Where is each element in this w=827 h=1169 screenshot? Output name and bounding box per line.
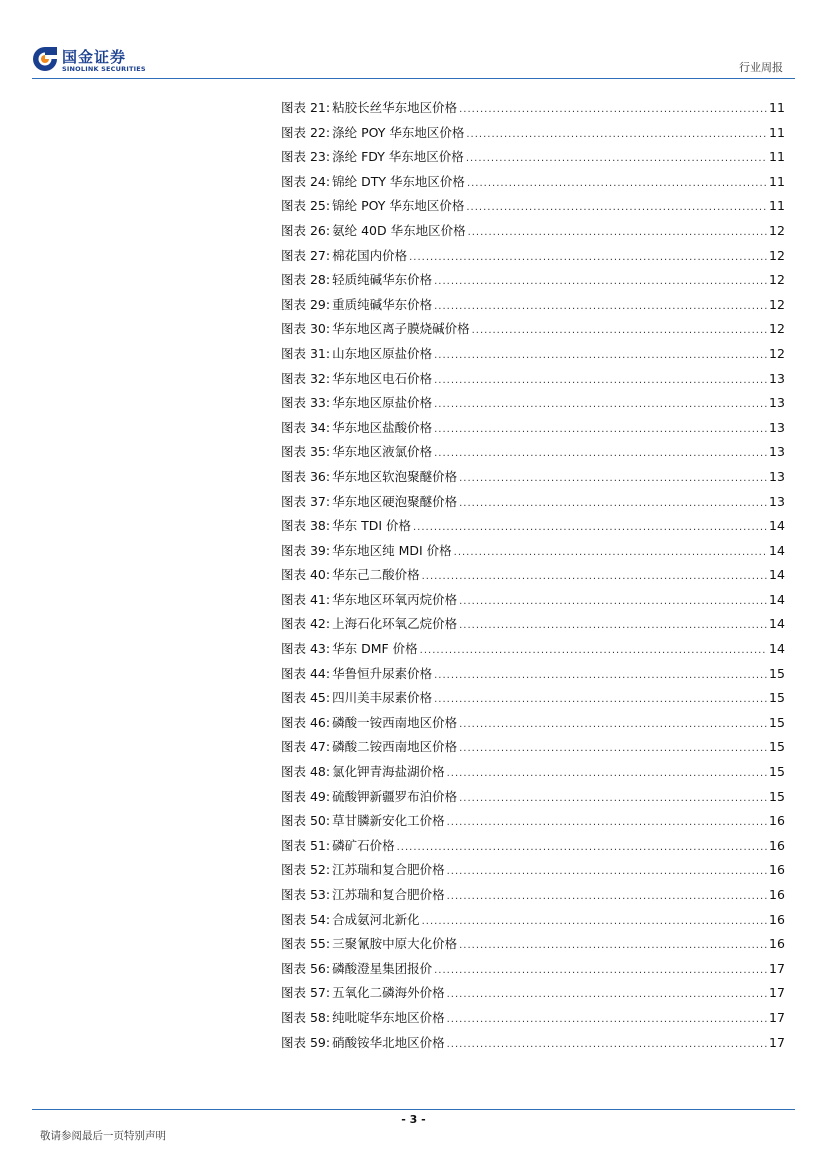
toc-dot-leader bbox=[413, 516, 767, 541]
toc-entry-title: 重质纯碱华东价格 bbox=[332, 296, 433, 312]
toc-entry-label: 图表 22: bbox=[281, 124, 331, 140]
toc-entry[interactable] bbox=[281, 1006, 783, 1031]
toc-entry[interactable] bbox=[281, 858, 783, 883]
toc-entry-title: 硝酸铵华北地区价格 bbox=[332, 1034, 445, 1050]
toc-dot-leader bbox=[459, 590, 767, 615]
toc-entry[interactable] bbox=[281, 539, 783, 564]
toc-entry-title: 合成氨河北新化 bbox=[332, 911, 420, 927]
toc-entry-title: 华东地区硬泡聚醚价格 bbox=[332, 493, 458, 509]
toc-entry-label: 图表 58: bbox=[281, 1009, 331, 1025]
toc-dot-leader bbox=[459, 737, 767, 762]
toc-entry[interactable] bbox=[281, 957, 783, 982]
toc-entry-title: 锦纶 DTY 华东地区价格 bbox=[332, 173, 465, 189]
toc-entry-label: 图表 21: bbox=[281, 100, 331, 115]
toc-entry[interactable] bbox=[281, 932, 783, 957]
toc-entry-title: 五氧化二磷海外价格 bbox=[332, 985, 445, 1001]
toc-entry-title: 上海石化环氧乙烷价格 bbox=[332, 616, 458, 632]
toc-entry-page: 11 bbox=[769, 198, 785, 214]
toc-entry-title: 华东地区电石价格 bbox=[332, 370, 433, 386]
toc-entry[interactable] bbox=[281, 170, 783, 195]
toc-entry[interactable] bbox=[281, 809, 783, 834]
toc-entry-title: 粘胶长丝华东地区价格 bbox=[332, 100, 458, 115]
toc-entry-page: 14 bbox=[769, 567, 785, 583]
toc-entry-title: 华东地区软泡聚醚价格 bbox=[332, 468, 458, 484]
toc-entry-page: 17 bbox=[769, 1009, 785, 1025]
toc-entry[interactable] bbox=[281, 440, 783, 465]
toc-dot-leader bbox=[454, 541, 767, 566]
toc-entry[interactable] bbox=[281, 367, 783, 392]
toc-entry-title: 三聚氰胺中原大化价格 bbox=[332, 936, 458, 952]
toc-entry-title: 华东地区纯 MDI 价格 bbox=[332, 542, 452, 558]
toc-entry[interactable] bbox=[281, 981, 783, 1006]
toc-entry-page: 16 bbox=[769, 837, 785, 853]
toc-entry-label: 图表 53: bbox=[281, 887, 331, 902]
toc-dot-leader bbox=[459, 467, 767, 492]
toc-entry-title: 华东 DMF 价格 bbox=[332, 641, 418, 657]
toc-entry[interactable] bbox=[281, 465, 783, 490]
toc-dot-leader bbox=[434, 393, 767, 418]
toc-entry-page: 14 bbox=[769, 591, 785, 607]
toc-entry-page: 14 bbox=[769, 616, 785, 632]
toc-dot-leader bbox=[468, 221, 767, 246]
toc-entry-label: 图表 54: bbox=[281, 911, 331, 927]
toc-entry-label: 图表 39: bbox=[281, 542, 331, 558]
toc-entry[interactable] bbox=[281, 293, 783, 318]
toc-dot-leader bbox=[472, 319, 767, 344]
toc-entry-label: 图表 33: bbox=[281, 395, 331, 411]
toc-dot-leader bbox=[397, 836, 767, 861]
toc-entry-page: 13 bbox=[769, 444, 785, 460]
toc-entry-page: 13 bbox=[769, 493, 785, 509]
toc-entry-label: 图表 30: bbox=[281, 321, 331, 337]
toc-dot-leader bbox=[447, 983, 767, 1008]
toc-dot-leader bbox=[466, 196, 767, 221]
toc-entry-page: 17 bbox=[769, 1034, 785, 1050]
toc-entry-page: 13 bbox=[769, 370, 785, 386]
toc-entry-label: 图表 25: bbox=[281, 198, 331, 214]
toc-entry-page: 12 bbox=[769, 222, 785, 238]
toc-entry-title: 江苏瑞和复合肥价格 bbox=[332, 887, 445, 902]
toc-entry-label: 图表 42: bbox=[281, 616, 331, 632]
toc-entry-label: 图表 50: bbox=[281, 813, 331, 829]
toc-entry-label: 图表 37: bbox=[281, 493, 331, 509]
toc-entry-label: 图表 28: bbox=[281, 272, 331, 288]
toc-entry-label: 图表 51: bbox=[281, 837, 331, 853]
toc-entry-title: 棉花国内价格 bbox=[332, 247, 408, 263]
toc-entry-label: 图表 55: bbox=[281, 936, 331, 952]
toc-dot-leader bbox=[459, 492, 767, 517]
toc-entry-title: 华东地区盐酸价格 bbox=[332, 419, 433, 435]
toc-entry-label: 图表 32: bbox=[281, 370, 331, 386]
toc-entry-label: 图表 23: bbox=[281, 149, 331, 165]
toc-entry-title: 华鲁恒升尿素价格 bbox=[332, 665, 433, 681]
toc-dot-leader bbox=[434, 344, 767, 369]
toc-entry-page: 14 bbox=[769, 518, 785, 534]
toc-dot-leader bbox=[434, 369, 767, 394]
toc-entry-title: 涤纶 POY 华东地区价格 bbox=[332, 124, 465, 140]
toc-entry-title: 华东地区液氯价格 bbox=[332, 444, 433, 460]
toc-entry-label: 图表 40: bbox=[281, 567, 331, 583]
toc-entry-label: 图表 44: bbox=[281, 665, 331, 681]
company-logo bbox=[32, 44, 172, 78]
toc-entry-title: 华东地区离子膜烧碱价格 bbox=[332, 321, 470, 337]
toc-entry[interactable] bbox=[281, 1031, 783, 1056]
toc-dot-leader bbox=[422, 910, 767, 935]
toc-entry[interactable] bbox=[281, 317, 783, 342]
toc-entry-label: 图表 48: bbox=[281, 764, 331, 780]
toc-dot-leader bbox=[459, 614, 767, 639]
toc-entry[interactable] bbox=[281, 883, 783, 908]
toc-entry-page: 17 bbox=[769, 960, 785, 976]
toc-entry-title: 磷酸澄星集团报价 bbox=[332, 960, 433, 976]
toc-entry[interactable] bbox=[281, 563, 783, 588]
toc-entry-title: 硫酸钾新疆罗布泊价格 bbox=[332, 788, 458, 804]
toc-entry-title: 涤纶 FDY 华东地区价格 bbox=[332, 149, 464, 165]
toc-entry-label: 图表 52: bbox=[281, 862, 331, 878]
toc-entry-page: 12 bbox=[769, 272, 785, 288]
toc-dot-leader bbox=[434, 270, 767, 295]
toc-entry-label: 图表 46: bbox=[281, 714, 331, 730]
toc-entry-label: 图表 31: bbox=[281, 345, 331, 361]
toc-entry[interactable] bbox=[281, 785, 783, 810]
toc-entry-page: 11 bbox=[769, 173, 785, 189]
toc-entry[interactable] bbox=[281, 490, 783, 515]
toc-entry-label: 图表 49: bbox=[281, 788, 331, 804]
toc-dot-leader bbox=[422, 565, 767, 590]
toc-entry-label: 图表 47: bbox=[281, 739, 331, 755]
toc-entry[interactable] bbox=[281, 711, 783, 736]
toc-entry[interactable] bbox=[281, 514, 783, 539]
toc-entry[interactable] bbox=[281, 194, 783, 219]
toc-entry-label: 图表 56: bbox=[281, 960, 331, 976]
toc-entry-label: 图表 38: bbox=[281, 518, 331, 534]
toc-dot-leader bbox=[447, 885, 767, 910]
toc-entry-title: 山东地区原盐价格 bbox=[332, 345, 433, 361]
toc-entry-page: 12 bbox=[769, 321, 785, 337]
toc-entry-title: 锦纶 POY 华东地区价格 bbox=[332, 198, 465, 214]
toc-dot-leader bbox=[467, 172, 767, 197]
toc-dot-leader bbox=[447, 762, 767, 787]
toc-entry-page: 14 bbox=[769, 542, 785, 558]
toc-dot-leader bbox=[459, 98, 767, 123]
toc-entry-page: 12 bbox=[769, 345, 785, 361]
toc-dot-leader bbox=[434, 418, 767, 443]
toc-dot-leader bbox=[459, 934, 767, 959]
toc-entry[interactable] bbox=[281, 760, 783, 785]
toc-entry-title: 磷矿石价格 bbox=[332, 837, 395, 853]
toc-entry-title: 华东 TDI 价格 bbox=[332, 518, 411, 534]
toc-dot-leader bbox=[434, 959, 767, 984]
report-type-label: 行业周报 bbox=[739, 61, 783, 74]
toc-dot-leader bbox=[434, 442, 767, 467]
toc-entry-page: 16 bbox=[769, 862, 785, 878]
toc-entry-page: 16 bbox=[769, 887, 785, 902]
logo-chinese-name: 国金证券 bbox=[62, 48, 127, 66]
toc-dot-leader bbox=[459, 787, 767, 812]
toc-dot-leader bbox=[447, 860, 767, 885]
toc-entry-page: 15 bbox=[769, 690, 785, 706]
toc-entry-label: 图表 34: bbox=[281, 419, 331, 435]
toc-entry-label: 图表 41: bbox=[281, 591, 331, 607]
header-divider bbox=[32, 78, 795, 79]
sinolink-logo-icon bbox=[32, 46, 58, 72]
toc-entry[interactable] bbox=[281, 637, 783, 662]
toc-entry-page: 12 bbox=[769, 247, 785, 263]
toc-entry[interactable] bbox=[281, 588, 783, 613]
toc-entry[interactable] bbox=[281, 121, 783, 146]
toc-entry-title: 磷酸二铵西南地区价格 bbox=[332, 739, 458, 755]
toc-dot-leader bbox=[447, 811, 767, 836]
toc-entry-title: 华东地区原盐价格 bbox=[332, 395, 433, 411]
toc-entry-title: 氨纶 40D 华东地区价格 bbox=[332, 222, 466, 238]
toc-entry-label: 图表 57: bbox=[281, 985, 331, 1001]
toc-entry-label: 图表 43: bbox=[281, 641, 331, 657]
toc-entry[interactable] bbox=[281, 391, 783, 416]
toc-dot-leader bbox=[466, 123, 767, 148]
toc-entry-title: 氯化钾青海盐湖价格 bbox=[332, 764, 445, 780]
toc-entry-page: 14 bbox=[769, 641, 785, 657]
toc-entry-title: 草甘膦新安化工价格 bbox=[332, 813, 445, 829]
toc-entry-label: 图表 24: bbox=[281, 173, 331, 189]
toc-dot-leader bbox=[447, 1033, 767, 1058]
toc-entry[interactable] bbox=[281, 96, 783, 121]
toc-entry-label: 图表 26: bbox=[281, 222, 331, 238]
footer-divider bbox=[32, 1109, 795, 1110]
toc-entry[interactable] bbox=[281, 145, 783, 170]
toc-dot-leader bbox=[434, 688, 767, 713]
toc-dot-leader bbox=[459, 713, 767, 738]
page-number: - 3 - bbox=[401, 1113, 426, 1126]
toc-entry-page: 11 bbox=[769, 124, 785, 140]
toc-entry-page: 13 bbox=[769, 419, 785, 435]
toc-entry-label: 图表 29: bbox=[281, 296, 331, 312]
toc-entry-title: 四川美丰尿素价格 bbox=[332, 690, 433, 706]
toc-entry[interactable] bbox=[281, 342, 783, 367]
toc-entry-page: 16 bbox=[769, 813, 785, 829]
toc-entry[interactable] bbox=[281, 735, 783, 760]
toc-dot-leader bbox=[420, 639, 767, 664]
toc-entry-title: 华东己二酸价格 bbox=[332, 567, 420, 583]
toc-entry[interactable] bbox=[281, 219, 783, 244]
toc-entry[interactable] bbox=[281, 612, 783, 637]
toc-entry[interactable] bbox=[281, 834, 783, 859]
toc-dot-leader bbox=[447, 1008, 767, 1033]
logo-english-name: SINOLINK SECURITIES bbox=[62, 65, 146, 73]
toc-dot-leader bbox=[434, 295, 767, 320]
toc-entry-label: 图表 45: bbox=[281, 690, 331, 706]
toc-entry[interactable] bbox=[281, 244, 783, 269]
toc-entry-label: 图表 36: bbox=[281, 468, 331, 484]
page-header bbox=[0, 0, 827, 80]
toc-entry[interactable] bbox=[281, 268, 783, 293]
toc-entry[interactable] bbox=[281, 686, 783, 711]
toc-entry-title: 磷酸一铵西南地区价格 bbox=[332, 714, 458, 730]
toc-dot-leader bbox=[409, 246, 767, 271]
toc-entry-label: 图表 59: bbox=[281, 1034, 331, 1050]
toc-entry[interactable] bbox=[281, 416, 783, 441]
toc-entry-title: 华东地区环氧丙烷价格 bbox=[332, 591, 458, 607]
toc-entry[interactable] bbox=[281, 662, 783, 687]
toc-entry-page: 15 bbox=[769, 788, 785, 804]
toc-entry-title: 江苏瑞和复合肥价格 bbox=[332, 862, 445, 878]
toc-entry-page: 16 bbox=[769, 911, 785, 927]
toc-entry-page: 15 bbox=[769, 764, 785, 780]
toc-entry-label: 图表 27: bbox=[281, 247, 331, 263]
toc-entry-title: 轻质纯碱华东价格 bbox=[332, 272, 433, 288]
toc-dot-leader bbox=[434, 664, 767, 689]
toc-entry-page: 12 bbox=[769, 296, 785, 312]
toc-entry-page: 15 bbox=[769, 714, 785, 730]
toc-entry-title: 纯吡啶华东地区价格 bbox=[332, 1009, 445, 1025]
toc-entry-page: 13 bbox=[769, 395, 785, 411]
toc-entry[interactable] bbox=[281, 908, 783, 933]
toc-entry-page: 11 bbox=[769, 100, 785, 115]
disclaimer-text: 敬请参阅最后一页特别声明 bbox=[40, 1130, 166, 1142]
toc-entry-page: 13 bbox=[769, 468, 785, 484]
toc-entry-page: 17 bbox=[769, 985, 785, 1001]
toc-entry-page: 15 bbox=[769, 665, 785, 681]
toc-entry-label: 图表 35: bbox=[281, 444, 331, 460]
toc-entry-page: 11 bbox=[769, 149, 785, 165]
figure-index-list bbox=[281, 96, 783, 1055]
toc-dot-leader bbox=[466, 147, 767, 172]
toc-entry-page: 15 bbox=[769, 739, 785, 755]
toc-entry-page: 16 bbox=[769, 936, 785, 952]
